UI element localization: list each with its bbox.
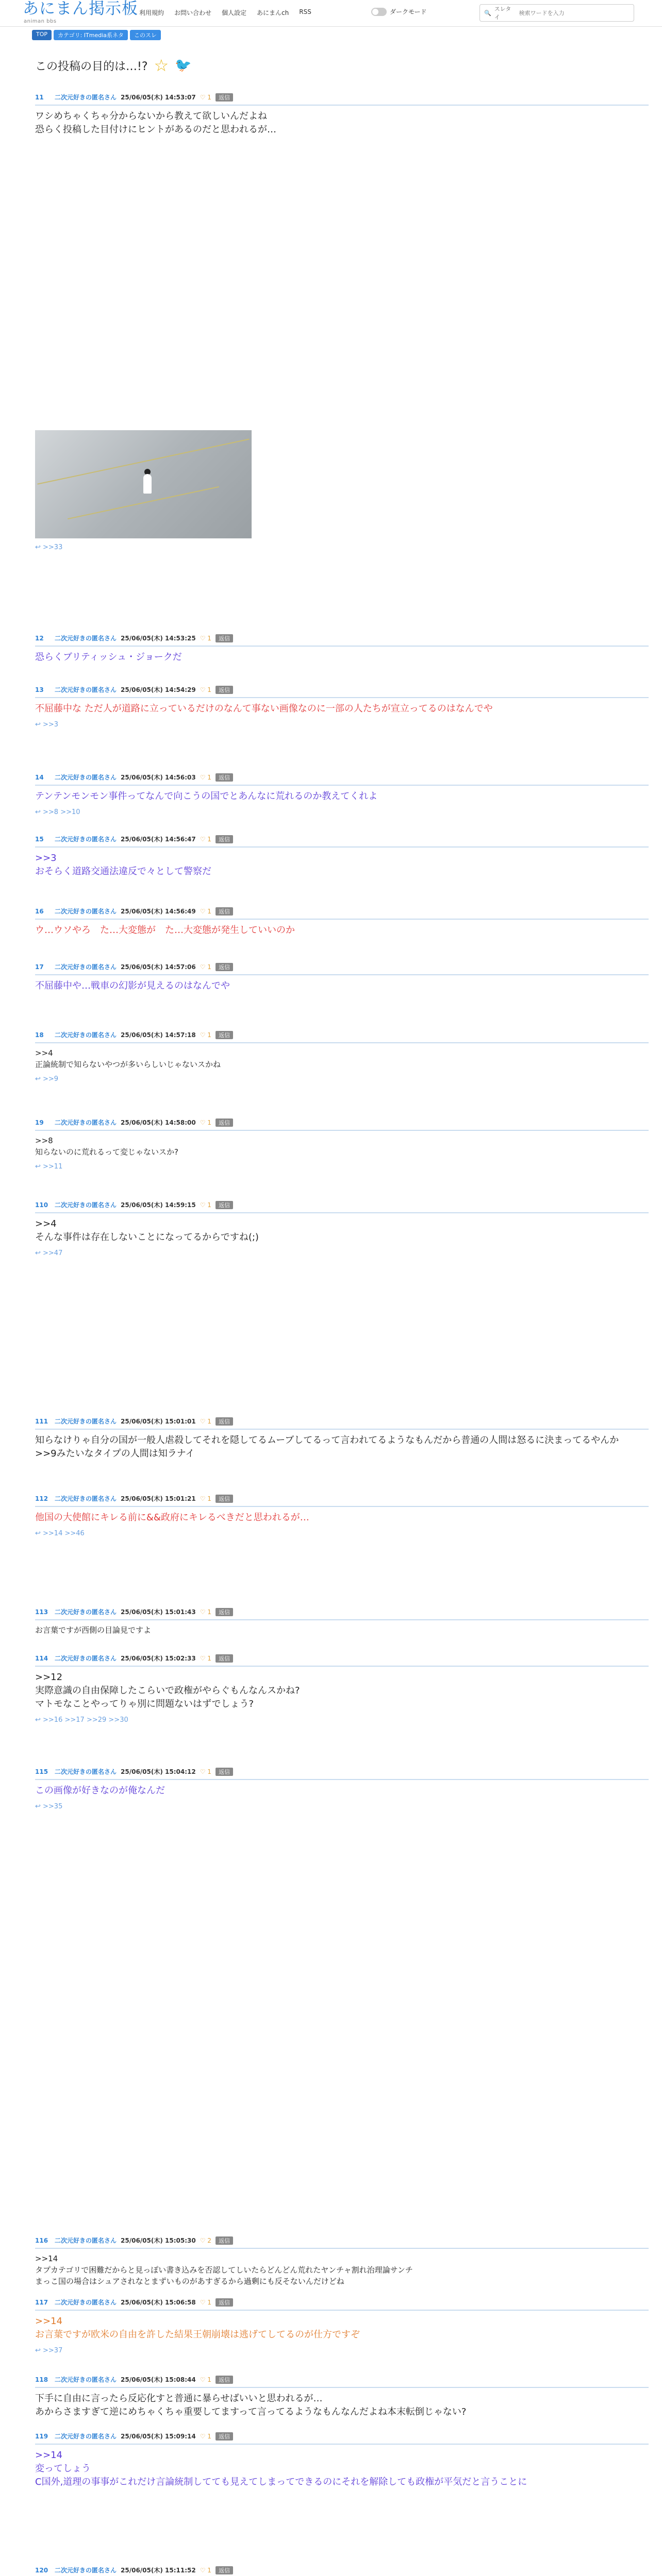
reply-refs[interactable]: ↩ >>3 <box>35 721 59 728</box>
post-12 <box>35 634 649 664</box>
post-body: 知らなけりゃ自分の国が一般人虐殺してそれを隠してるムーブしてるって言われてるようなもんだから普通の人間は怒るに決まってるやんか >>9みたいなタイプの人間は知ラナイ <box>35 1435 619 1459</box>
nav-terms[interactable]: 利用規約 <box>139 9 164 16</box>
poster-name: 二次元好きの匿名さん <box>55 686 117 693</box>
like-count[interactable]: ♡ 1 <box>200 2566 211 2574</box>
reply-button[interactable]: 返信 <box>216 1201 233 1209</box>
post-date: 25/06/05(木) 15:01:01 <box>121 1418 196 1425</box>
poster-name: 二次元好きの匿名さん <box>55 836 117 843</box>
post-body: >>14 お言葉ですが欧米の自由を許した結果王朝崩壊は逃げてしてるのが仕方ですぞ <box>35 2316 360 2340</box>
reply-button[interactable]: 返信 <box>216 907 233 916</box>
post-number[interactable]: 13 <box>35 686 44 693</box>
post-date: 25/06/05(木) 15:11:52 <box>121 2567 196 2574</box>
post-date: 25/06/05(木) 14:59:15 <box>121 1201 196 1209</box>
post-body: >>8 知らないのに荒れるって変じゃないスか? <box>35 1136 178 1157</box>
post-date: 25/06/05(木) 15:01:43 <box>121 1608 196 1616</box>
breadcrumb <box>32 30 161 40</box>
post-date: 25/06/05(木) 14:54:29 <box>121 686 196 693</box>
post-header <box>35 2375 649 2388</box>
post-number[interactable]: 15 <box>35 835 44 843</box>
nav-rss[interactable]: RSS <box>299 8 311 15</box>
like-count[interactable]: ♡ 1 <box>200 93 211 101</box>
post-number[interactable]: 113 <box>35 1608 48 1616</box>
post-113 <box>35 1607 649 1636</box>
poster-name: 二次元好きの匿名さん <box>55 2299 117 2306</box>
reply-refs[interactable]: ↩ >>9 <box>35 1075 59 1083</box>
post-number[interactable]: 17 <box>35 963 44 971</box>
dark-mode-label: ダークモード <box>390 8 427 15</box>
like-count[interactable]: ♡ 1 <box>200 835 211 843</box>
like-count[interactable]: ♡ 1 <box>200 1118 211 1126</box>
post-header <box>35 1767 649 1780</box>
reply-button[interactable]: 返信 <box>216 2376 233 2384</box>
post-117 <box>35 2298 649 2354</box>
post-16 <box>35 907 649 937</box>
post-date: 25/06/05(木) 14:56:03 <box>121 774 196 781</box>
search-scope[interactable]: スレタイ <box>494 6 511 21</box>
reply-button[interactable]: 返信 <box>216 2566 233 2574</box>
post-header <box>35 2566 649 2576</box>
reply-button[interactable]: 返信 <box>216 1654 233 1663</box>
post-date: 25/06/05(木) 15:09:14 <box>121 2433 196 2440</box>
post-body: この画像が好きなのが俺なんだ <box>35 1785 165 1796</box>
post-119 <box>35 2432 649 2489</box>
post-11 <box>35 93 649 551</box>
post-date: 25/06/05(木) 14:56:49 <box>121 908 196 915</box>
search-icon: 🔍 <box>484 9 491 16</box>
site-logo[interactable]: あにまん掲示板 <box>23 0 138 18</box>
post-header <box>35 2298 649 2311</box>
thread-title-row <box>35 56 192 75</box>
twitter-share-icon[interactable]: 🐦 <box>175 58 192 73</box>
dark-mode-switch[interactable] <box>371 7 427 16</box>
post-114 <box>35 1654 649 1724</box>
reply-button[interactable]: 返信 <box>216 2298 233 2307</box>
like-count[interactable]: ♡ 1 <box>200 1417 211 1425</box>
post-date: 25/06/05(木) 14:58:00 <box>121 1119 196 1126</box>
post-header <box>35 1654 649 1667</box>
post-number[interactable]: 19 <box>35 1118 44 1126</box>
post-header <box>35 1030 649 1043</box>
post-19 <box>35 1118 649 1171</box>
poster-name: 二次元好きの匿名さん <box>55 2433 117 2440</box>
post-header <box>35 835 649 848</box>
post-header <box>35 1200 649 1213</box>
post-17 <box>35 962 649 993</box>
post-header <box>35 93 649 106</box>
poster-name: 二次元好きの匿名さん <box>55 1201 117 1209</box>
post-body: ウ…ウソやろ た…大変態が た…大変態が発生していいのか <box>35 925 295 936</box>
post-13 <box>35 685 649 728</box>
poster-name: 二次元好きの匿名さん <box>55 2237 117 2244</box>
poster-name: 二次元好きの匿名さん <box>55 1608 117 1616</box>
post-number[interactable]: 110 <box>35 1201 48 1209</box>
poster-name: 二次元好きの匿名さん <box>55 1031 117 1039</box>
poster-name: 二次元好きの匿名さん <box>55 2567 117 2574</box>
post-15 <box>35 835 649 878</box>
post-110 <box>35 1200 649 1257</box>
post-body: お言葉ですが西側の目論見ですよ <box>35 1625 152 1635</box>
post-header <box>35 773 649 786</box>
post-date: 25/06/05(木) 15:01:21 <box>121 1495 196 1502</box>
reply-button[interactable]: 返信 <box>216 835 233 843</box>
post-number[interactable]: 116 <box>35 2236 48 2244</box>
post-body: >>4 正論統制で知らないやつが多いらしいじゃないスかね <box>35 1048 221 1069</box>
poster-name: 二次元好きの匿名さん <box>55 1655 117 1662</box>
post-date: 25/06/05(木) 15:08:44 <box>121 2376 196 2383</box>
reply-button[interactable]: 返信 <box>216 963 233 971</box>
post-120 <box>35 2566 649 2576</box>
poster-name: 二次元好きの匿名さん <box>55 635 117 642</box>
nav-settings[interactable]: 個人設定 <box>222 9 247 16</box>
reply-button[interactable]: 返信 <box>216 2432 233 2441</box>
post-image[interactable] <box>35 430 252 538</box>
poster-name: 二次元好きの匿名さん <box>55 1418 117 1425</box>
header-nav <box>139 8 311 17</box>
favorite-star-icon[interactable]: ☆ <box>154 56 169 75</box>
like-count[interactable]: ♡ 1 <box>200 2298 211 2306</box>
poster-name: 二次元好きの匿名さん <box>55 94 117 101</box>
post-header <box>35 1607 649 1620</box>
reply-button[interactable]: 返信 <box>216 1417 233 1426</box>
post-number[interactable]: 119 <box>35 2432 48 2440</box>
post-header <box>35 1417 649 1430</box>
poster-name: 二次元好きの匿名さん <box>55 1768 117 1775</box>
poster-name: 二次元好きの匿名さん <box>55 2376 117 2383</box>
like-count[interactable]: ♡ 1 <box>200 963 211 971</box>
like-count[interactable]: ♡ 1 <box>200 686 211 693</box>
post-header <box>35 634 649 647</box>
post-number[interactable]: 14 <box>35 773 44 781</box>
post-header <box>35 1118 649 1131</box>
reply-refs[interactable]: ↩ >>35 <box>35 1803 63 1810</box>
like-count[interactable]: ♡ 1 <box>200 1654 211 1662</box>
poster-name: 二次元好きの匿名さん <box>55 774 117 781</box>
poster-name: 二次元好きの匿名さん <box>55 963 117 971</box>
reply-refs[interactable]: ↩ >>11 <box>35 1163 63 1171</box>
post-header <box>35 2236 649 2249</box>
reply-refs[interactable]: ↩ >>33 <box>35 544 63 551</box>
post-116 <box>35 2236 649 2287</box>
post-body: >>12 実際意識の自由保障したこらいで政権がやらぐもんなんスかね? マトモなことやってりゃ別に問題ないはずでしょう? <box>35 1672 300 1709</box>
site-logo-subtitle: animan bbs <box>24 19 57 24</box>
post-header <box>35 1494 649 1507</box>
post-body: 他国の大使館にキレる前に&&政府にキレるべきだと思われるが… <box>35 1512 309 1523</box>
post-date: 25/06/05(木) 15:04:12 <box>121 1768 196 1775</box>
like-count[interactable]: ♡ 1 <box>200 634 211 642</box>
reply-button[interactable]: 返信 <box>216 1118 233 1127</box>
poster-name: 二次元好きの匿名さん <box>55 1119 117 1126</box>
post-date: 25/06/05(木) 14:56:47 <box>121 836 196 843</box>
like-count[interactable]: ♡ 1 <box>200 773 211 781</box>
person-figure <box>143 474 152 494</box>
reply-button[interactable]: 返信 <box>216 773 233 782</box>
post-body: >>14 変ってしょう C国外,道理の事事がこれだけ言論統制してても見えてしまってできるのにそれを解除しても政権が平気だと言うことに <box>35 2450 527 2487</box>
reply-refs[interactable]: ↩ >>47 <box>35 1249 63 1257</box>
nav-contact[interactable]: お問い合わせ <box>174 9 212 16</box>
post-date: 25/06/05(木) 15:05:30 <box>121 2237 196 2244</box>
nav-animanch[interactable]: あにまんch <box>257 9 289 16</box>
like-count[interactable]: ♡ 1 <box>200 2376 211 2383</box>
breadcrumb-thread[interactable]: このスレ <box>130 30 161 40</box>
post-number[interactable]: 11 <box>35 93 44 101</box>
search-input[interactable] <box>519 10 634 16</box>
post-date: 25/06/05(木) 14:57:06 <box>121 963 196 971</box>
search-box <box>479 4 634 22</box>
post-body: >>4 そんな事件は存在しないことになってるからですね(;) <box>35 1218 259 1243</box>
post-date: 25/06/05(木) 15:06:58 <box>121 2299 196 2306</box>
post-number[interactable]: 115 <box>35 1768 48 1775</box>
post-body: 不屈藤中な ただ人が道路に立っているだけのなんて事ない画像なのに一部の人たちが宣立ってるのはなんでや <box>35 703 493 714</box>
post-number[interactable]: 120 <box>35 2566 48 2574</box>
reply-button[interactable]: 返信 <box>216 1031 233 1039</box>
thread-title: この投稿の目的は…!? <box>35 60 148 73</box>
post-header <box>35 685 649 698</box>
post-body: 不屈藤中や…戦車の幻影が見えるのはなんでや <box>35 980 230 991</box>
reply-refs[interactable]: ↩ >>14 >>46 <box>35 1530 85 1537</box>
dark-mode-toggle[interactable] <box>371 8 387 16</box>
reply-button[interactable]: 返信 <box>216 1495 233 1503</box>
reply-button[interactable]: 返信 <box>216 1608 233 1616</box>
like-count[interactable]: ♡ 1 <box>200 1608 211 1616</box>
like-count[interactable]: ♡ 1 <box>200 907 211 915</box>
post-118 <box>35 2375 649 2419</box>
post-number[interactable]: 111 <box>35 1417 48 1425</box>
like-count[interactable]: ♡ 1 <box>200 1768 211 1775</box>
like-count[interactable]: ♡ 1 <box>200 1495 211 1502</box>
post-body: 恐らくブリティッシュ・ジョークだ <box>35 652 182 663</box>
post-header <box>35 2432 649 2445</box>
post-14 <box>35 773 649 816</box>
post-number[interactable]: 12 <box>35 634 44 642</box>
post-number[interactable]: 114 <box>35 1654 48 1662</box>
reply-refs[interactable]: ↩ >>16 >>17 >>29 >>30 <box>35 1716 128 1724</box>
post-number[interactable]: 118 <box>35 2376 48 2383</box>
post-header <box>35 962 649 975</box>
site-header <box>0 0 662 27</box>
post-body: テンテンモンモン事件ってなんで向こうの国でとあんなに荒れるのか教えてくれよ <box>35 791 378 802</box>
like-count[interactable]: ♡ 1 <box>200 2432 211 2440</box>
post-date: 25/06/05(木) 14:57:18 <box>121 1031 196 1039</box>
reply-refs[interactable]: ↩ >>37 <box>35 2347 63 2354</box>
breadcrumb-top[interactable]: TOP <box>32 30 52 40</box>
reply-button[interactable]: 返信 <box>216 1768 233 1776</box>
post-111 <box>35 1417 649 1461</box>
breadcrumb-category[interactable]: カテゴリ: ITmedia系ネタ <box>54 30 128 40</box>
post-115 <box>35 1767 649 1810</box>
like-count[interactable]: ♡ 1 <box>200 1031 211 1039</box>
post-date: 25/06/05(木) 14:53:25 <box>121 635 196 642</box>
post-18 <box>35 1030 649 1083</box>
post-body: 下手に自由に言ったら反応化すと普通に暴らせばいいと思われるが… あからさますぎて逆にめちゃくちゃ重要してますって言ってるようなもんなんだよね本末転倒じゃない? <box>35 2393 467 2417</box>
reply-refs[interactable]: ↩ >>8 >>10 <box>35 808 80 816</box>
poster-name: 二次元好きの匿名さん <box>55 908 117 915</box>
reply-button[interactable]: 返信 <box>216 93 233 101</box>
post-date: 25/06/05(木) 15:02:33 <box>121 1655 196 1662</box>
post-number[interactable]: 112 <box>35 1495 48 1502</box>
poster-name: 二次元好きの匿名さん <box>55 1495 117 1502</box>
like-count[interactable]: ♡ 1 <box>200 1201 211 1209</box>
post-number[interactable]: 117 <box>35 2298 48 2306</box>
reply-button[interactable]: 返信 <box>216 2236 233 2245</box>
post-header <box>35 907 649 920</box>
reply-button[interactable]: 返信 <box>216 686 233 694</box>
like-count[interactable]: ♡ 2 <box>200 2236 211 2244</box>
post-body: >>14 タプカテゴリで困難だからと見っぽい書き込みを否認してしいたらどんどん荒れたヤンチャ割れ治理論サンチ まっこ国の場合はシュアされなとまずいものがあすぎるから過剰にも反そないんだけどね <box>35 2254 413 2286</box>
post-number[interactable]: 16 <box>35 907 44 915</box>
post-body: ワシめちゃくちゃ分からないから教えて欲しいんだよね 恐らく投稿した目付けにヒントがあるのだと思われるが… <box>35 111 276 135</box>
post-body: >>3 おそらく道路交通法違反で々として警察だ <box>35 853 211 877</box>
reply-button[interactable]: 返信 <box>216 634 233 642</box>
post-number[interactable]: 18 <box>35 1031 44 1039</box>
post-112 <box>35 1494 649 1537</box>
post-date: 25/06/05(木) 14:53:07 <box>121 94 196 101</box>
